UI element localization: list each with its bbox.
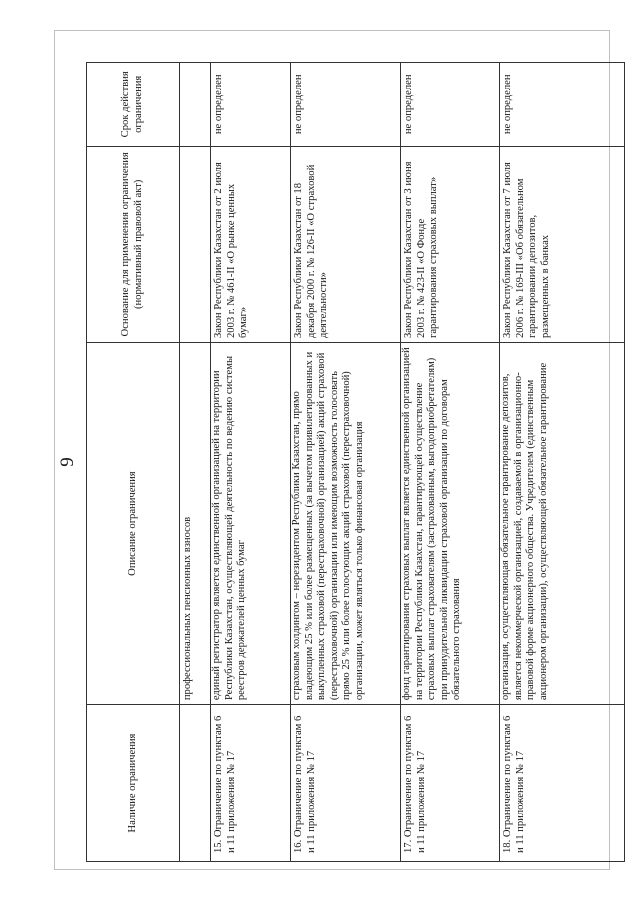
header-availability: Наличие ограничения	[87, 705, 180, 862]
cell-restriction-name: 15. Ограничение по пунктам 6 и 11 приложения № 17	[211, 705, 291, 862]
cell-term: не определен	[401, 63, 500, 147]
cell-legal-basis: Закон Республики Казахстан от 7 июля 2006 г. № 169-III «Об обязательном гарантировании депозитов, размещенных в банках	[500, 146, 625, 342]
cell-restriction-description: страховым холдингом – нерезидентом Республики Казахстан, прямо владеющим 25 % или более размещенных (за вычетом привилегированных и выкупленных страховой (перестраховочной) организацией) акций страховой (перестраховочной) организации или имеющим возможность голосовать прямо 25 % или более голосующих акций страховой (перестраховочной) организации, может являться только финансовая организация	[291, 343, 401, 705]
table-row	[291, 63, 401, 862]
cell-term: не определен	[500, 63, 625, 147]
cell-empty	[180, 146, 211, 342]
table-row	[500, 63, 625, 862]
table-header-row	[87, 63, 180, 862]
cell-legal-basis: Закон Республики Казахстан от 2 июля 2003 г. № 461-II «О рынке ценных бумаг»	[211, 146, 291, 342]
cell-term: не определен	[291, 63, 401, 147]
header-term: Срок действия ограничения	[87, 63, 180, 147]
cell-restriction-name: 18. Ограничение по пунктам 6 и 11 приложения № 17	[500, 705, 625, 862]
cell-empty	[180, 705, 211, 862]
cell-term: не определен	[211, 63, 291, 147]
cell-legal-basis: Закон Республики Казахстан от 3 июня 2003 г. № 423-II «О Фонде гарантирования страховых выплат»	[401, 146, 500, 342]
cell-restriction-description: фонд гарантирования страховых выплат является единственной организацией на территории Республики Казахстан, гарантирующей осуществление страховых выплат страхователям (застрахованным, выгодоприобретателям) при принудительной ликвидации страховой организации по договорам обязательного страхования	[401, 343, 500, 705]
cell-empty	[180, 63, 211, 147]
cell-restriction-name: 17. Ограничение по пунктам 6 и 11 приложения № 17	[401, 705, 500, 862]
cell-legal-basis: Закон Республики Казахстан от 18 декабря 2000 г. № 126-II «О страховой деятельности»	[291, 146, 401, 342]
table-row-continuation	[180, 63, 211, 862]
cell-restriction-description: единый регистратор является единственной организацией на территории Республики Казахстан, осуществляющей деятельность по ведению системы реестров держателей ценных бумаг	[211, 343, 291, 705]
cell-continuation-text: профессиональных пенсионных взносов	[180, 343, 211, 705]
header-basis: Основание для применения ограничения (нормативный правовой акт)	[87, 146, 180, 342]
rotated-page	[56, 62, 608, 862]
page-number: 9	[57, 457, 78, 467]
table-row	[401, 63, 500, 862]
cell-restriction-description: организация, осуществляющая обязательное гарантирование депозитов, является некоммерческой организацией, создаваемой в организационно-правовой форме акционерного общества. Учредителем (единственным акционером организации), осуществляющей обязательное гарантирование	[500, 343, 625, 705]
table-row	[211, 63, 291, 862]
cell-restriction-name: 16. Ограничение по пунктам 6 и 11 приложения № 17	[291, 705, 401, 862]
header-description: Описание ограничения	[87, 343, 180, 705]
restrictions-table	[86, 62, 625, 862]
